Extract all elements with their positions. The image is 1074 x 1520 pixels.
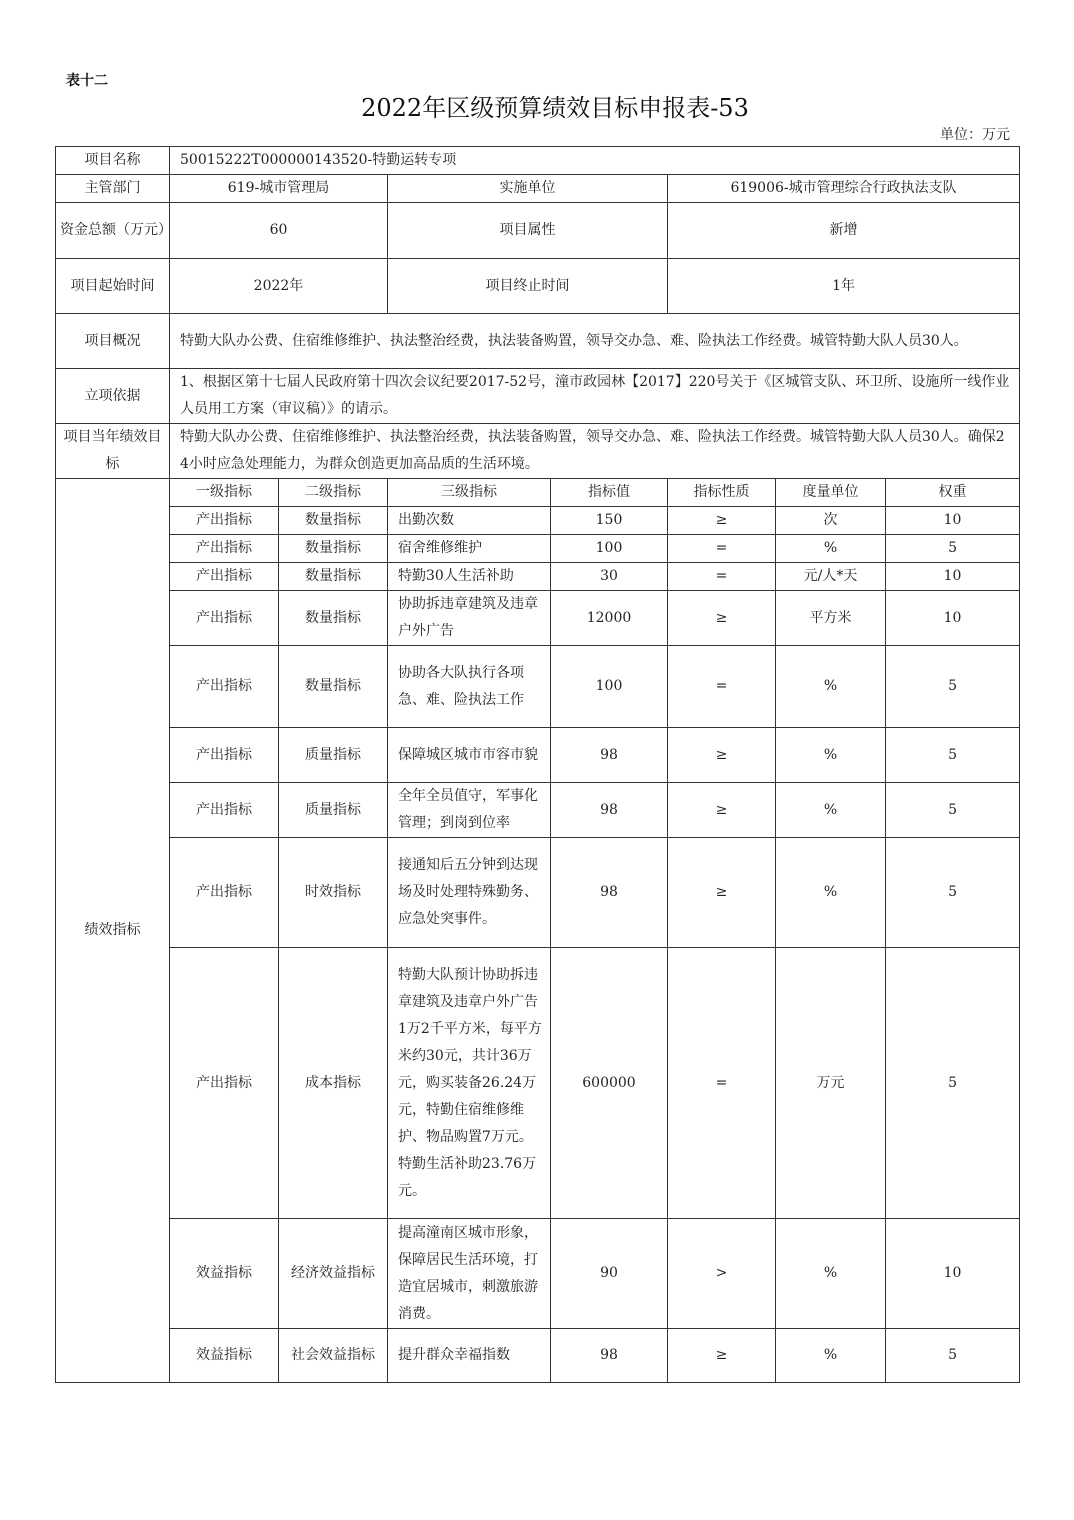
row-department <box>56 175 1020 203</box>
level1-cell: 产出指标 <box>170 563 279 591</box>
overview-label: 项目概况 <box>56 314 170 369</box>
unit-cell: % <box>776 728 886 783</box>
level2-cell: 数量指标 <box>279 535 388 563</box>
level2-cell: 数量指标 <box>279 591 388 646</box>
weight-cell: 5 <box>886 646 1020 728</box>
attr-value: 新增 <box>668 203 1020 259</box>
project-name-label: 项目名称 <box>56 147 170 175</box>
indicator-row <box>56 535 1020 563</box>
indicator-row <box>56 838 1020 948</box>
weight-cell: 10 <box>886 1219 1020 1329</box>
col-header-unit: 度量单位 <box>776 479 886 507</box>
weight-cell: 5 <box>886 728 1020 783</box>
unit-cell: % <box>776 1219 886 1329</box>
unit-label: 单位：万元 <box>940 127 1010 143</box>
indicator-row <box>56 563 1020 591</box>
unit-cell: 次 <box>776 507 886 535</box>
level2-cell: 质量指标 <box>279 728 388 783</box>
level2-cell: 质量指标 <box>279 783 388 838</box>
nature-cell: = <box>668 535 776 563</box>
weight-cell: 5 <box>886 1329 1020 1383</box>
project-name-value: 50015222T000000143520-特勤运转专项 <box>170 147 1020 175</box>
unit-cell: % <box>776 838 886 948</box>
value-cell: 12000 <box>551 591 668 646</box>
impl-value: 619006-城市管理综合行政执法支队 <box>668 175 1020 203</box>
level3-cell: 接通知后五分钟到达现场及时处理特殊勤务、应急处突事件。 <box>388 838 551 948</box>
value-cell: 600000 <box>551 948 668 1219</box>
impl-label: 实施单位 <box>388 175 668 203</box>
level2-cell: 社会效益指标 <box>279 1329 388 1383</box>
indicator-row <box>56 783 1020 838</box>
level3-cell: 宿舍维修维护 <box>388 535 551 563</box>
end-label: 项目终止时间 <box>388 259 668 314</box>
weight-cell: 5 <box>886 838 1020 948</box>
fund-label: 资金总额（万元） <box>56 203 170 259</box>
indicator-row <box>56 1219 1020 1329</box>
weight-cell: 10 <box>886 563 1020 591</box>
col-header-level2: 二级指标 <box>279 479 388 507</box>
nature-cell: ≥ <box>668 1329 776 1383</box>
basis-value: 1、根据区第十七届人民政府第十四次会议纪要2017-52号，潼市政园林【2017】220号关于《区城管支队、环卫所、设施所一线作业人员用工方案（审议稿）》的请示。 <box>170 369 1020 424</box>
col-header-level1: 一级指标 <box>170 479 279 507</box>
value-cell: 98 <box>551 783 668 838</box>
row-basis <box>56 369 1020 424</box>
col-header-nature: 指标性质 <box>668 479 776 507</box>
row-project-name <box>56 147 1020 175</box>
nature-cell: = <box>668 948 776 1219</box>
value-cell: 150 <box>551 507 668 535</box>
level3-cell: 保障城区城市市容市貌 <box>388 728 551 783</box>
budget-performance-table <box>55 146 1020 1383</box>
unit-cell: % <box>776 535 886 563</box>
level2-cell: 时效指标 <box>279 838 388 948</box>
unit-cell: % <box>776 646 886 728</box>
nature-cell: ≥ <box>668 783 776 838</box>
col-header-value: 指标值 <box>551 479 668 507</box>
dept-value: 619-城市管理局 <box>170 175 388 203</box>
value-cell: 100 <box>551 646 668 728</box>
goal-label: 项目当年绩效目标 <box>56 424 170 479</box>
level2-cell: 经济效益指标 <box>279 1219 388 1329</box>
level3-cell: 提高潼南区城市形象，保障居民生活环境，打造宜居城市，刺激旅游消费。 <box>388 1219 551 1329</box>
page-title: 2022年区级预算绩效目标申报表-53 <box>361 94 749 122</box>
level3-cell: 全年全员值守，军事化管理；到岗到位率 <box>388 783 551 838</box>
level1-cell: 效益指标 <box>170 1219 279 1329</box>
weight-cell: 10 <box>886 507 1020 535</box>
indicator-row <box>56 1329 1020 1383</box>
value-cell: 90 <box>551 1219 668 1329</box>
nature-cell: ≥ <box>668 507 776 535</box>
unit-cell: % <box>776 1329 886 1383</box>
level3-cell: 出勤次数 <box>388 507 551 535</box>
end-value: 1年 <box>668 259 1020 314</box>
level3-cell: 特勤30人生活补助 <box>388 563 551 591</box>
unit-cell: 万元 <box>776 948 886 1219</box>
level1-cell: 效益指标 <box>170 1329 279 1383</box>
row-period <box>56 259 1020 314</box>
level3-cell: 协助各大队执行各项急、难、险执法工作 <box>388 646 551 728</box>
weight-cell: 5 <box>886 535 1020 563</box>
indicator-row <box>56 507 1020 535</box>
level2-cell: 数量指标 <box>279 646 388 728</box>
value-cell: 98 <box>551 838 668 948</box>
level1-cell: 产出指标 <box>170 728 279 783</box>
indicators-section-label: 绩效指标 <box>56 479 170 1383</box>
row-overview <box>56 314 1020 369</box>
indicator-row <box>56 948 1020 1219</box>
row-goal <box>56 424 1020 479</box>
level2-cell: 成本指标 <box>279 948 388 1219</box>
indicator-row <box>56 728 1020 783</box>
goal-value: 特勤大队办公费、住宿维修维护、执法整治经费，执法装备购置，领导交办急、难、险执法工作经费。城管特勤大队人员30人。确保24小时应急处理能力，为群众创造更加高品质的生活环境。 <box>170 424 1020 479</box>
basis-label: 立项依据 <box>56 369 170 424</box>
unit-cell: % <box>776 783 886 838</box>
level1-cell: 产出指标 <box>170 838 279 948</box>
weight-cell: 5 <box>886 783 1020 838</box>
level1-cell: 产出指标 <box>170 948 279 1219</box>
indicator-row <box>56 646 1020 728</box>
indicator-header-row <box>56 479 1020 507</box>
nature-cell: = <box>668 563 776 591</box>
unit-cell: 元/人*天 <box>776 563 886 591</box>
nature-cell: ≥ <box>668 591 776 646</box>
attr-label: 项目属性 <box>388 203 668 259</box>
value-cell: 30 <box>551 563 668 591</box>
start-label: 项目起始时间 <box>56 259 170 314</box>
row-fund <box>56 203 1020 259</box>
level1-cell: 产出指标 <box>170 646 279 728</box>
level1-cell: 产出指标 <box>170 783 279 838</box>
nature-cell: ≥ <box>668 838 776 948</box>
fund-value: 60 <box>170 203 388 259</box>
level3-cell: 协助拆违章建筑及违章户外广告 <box>388 591 551 646</box>
level3-cell: 提升群众幸福指数 <box>388 1329 551 1383</box>
nature-cell: > <box>668 1219 776 1329</box>
value-cell: 98 <box>551 1329 668 1383</box>
value-cell: 100 <box>551 535 668 563</box>
level1-cell: 产出指标 <box>170 507 279 535</box>
indicator-row <box>56 591 1020 646</box>
table-number: 表十二 <box>66 73 108 89</box>
nature-cell: = <box>668 646 776 728</box>
weight-cell: 5 <box>886 948 1020 1219</box>
weight-cell: 10 <box>886 591 1020 646</box>
col-header-level3: 三级指标 <box>388 479 551 507</box>
dept-label: 主管部门 <box>56 175 170 203</box>
start-value: 2022年 <box>170 259 388 314</box>
col-header-weight: 权重 <box>886 479 1020 507</box>
level3-cell: 特勤大队预计协助拆违章建筑及违章户外广告1万2千平方米，每平方米约30元，共计36万元，购买装备26.24万元，特勤住宿维修维护、物品购置7万元。特勤生活补助23.76万元。 <box>388 948 551 1219</box>
nature-cell: ≥ <box>668 728 776 783</box>
overview-value: 特勤大队办公费、住宿维修维护、执法整治经费，执法装备购置，领导交办急、难、险执法工作经费。城管特勤大队人员30人。 <box>170 314 1020 369</box>
level2-cell: 数量指标 <box>279 563 388 591</box>
level1-cell: 产出指标 <box>170 535 279 563</box>
level1-cell: 产出指标 <box>170 591 279 646</box>
value-cell: 98 <box>551 728 668 783</box>
unit-cell: 平方米 <box>776 591 886 646</box>
level2-cell: 数量指标 <box>279 507 388 535</box>
